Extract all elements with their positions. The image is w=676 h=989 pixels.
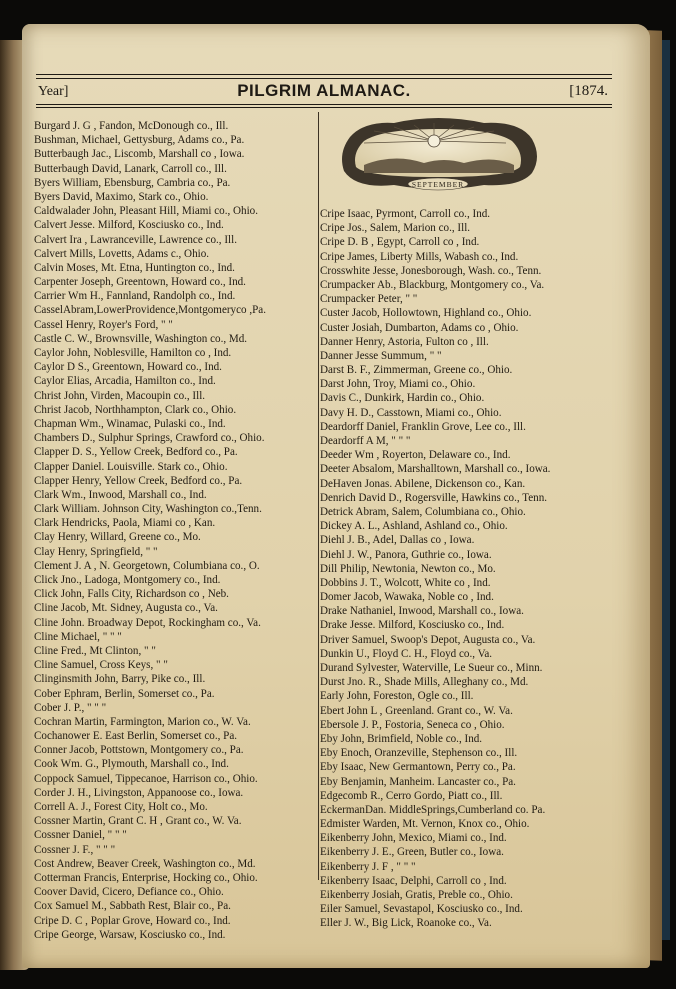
directory-entry: Diehl J. W., Panora, Guthrie co., Iowa.	[320, 548, 492, 561]
directory-entry: Eikenberry J. E., Green, Butler co., Iowa.	[320, 846, 504, 859]
directory-entry: Cochanower E. East Berlin, Somerset co., Pa.	[34, 730, 238, 743]
directory-entry: Cripe D. C , Poplar Grove, Howard co., Ind.	[34, 914, 231, 927]
almanac-page	[22, 24, 650, 968]
directory-entry: Byers David, Maximo, Stark co., Ohio.	[34, 190, 209, 203]
directory-entry: Dickey A. L., Ashland, Ashland co., Ohio.	[320, 520, 508, 533]
directory-entry: Caylor Elias, Arcadia, Hamilton co., Ind.	[34, 375, 216, 388]
directory-entry: Cripe Jos., Salem, Marion co., Ill.	[320, 222, 471, 235]
directory-entry: Eby Enoch, Oranzeville, Stephenson co., Ill.	[320, 747, 518, 760]
directory-entry: Crosswhite Jesse, Jonesborough, Wash. co., Tenn.	[320, 264, 542, 277]
directory-entry: DeHaven Jonas. Abilene, Dickenson co., Kan.	[320, 477, 526, 490]
directory-entry: Christ Jacob, Northhampton, Clark co., Ohio.	[34, 403, 237, 416]
directory-entry: Crumpacker Peter, " "	[320, 293, 418, 306]
directory-entry: Clapper D. S., Yellow Creek, Bedford co., Pa.	[34, 446, 238, 459]
directory-entry: Denrich David D., Rogersville, Hawkins co., Tenn.	[320, 491, 548, 504]
directory-entry: Clay Henry, Springfield, " "	[34, 545, 158, 558]
directory-entry: Cripe George, Warsaw, Kosciusko co., Ind.	[34, 928, 226, 941]
directory-entry: Caldwalader John, Pleasant Hill, Miami co., Ohio.	[34, 205, 258, 218]
directory-entry: Burgard J. G , Fandon, McDonough co., Ill.	[34, 120, 229, 132]
directory-entry: Clark William. Johnson City, Washington co.,Tenn.	[34, 503, 262, 516]
column-divider	[318, 112, 319, 880]
directory-entry: Domer Jacob, Wawaka, Noble co , Ind.	[320, 591, 494, 604]
directory-entry: Eikenberry J. F , " " "	[320, 860, 416, 873]
directory-entry: Coover David, Cicero, Defiance co., Ohio.	[34, 886, 224, 899]
directory-entry: Durand Sylvester, Waterville, Le Sueur co., Minn.	[320, 662, 543, 674]
directory-entry: Cline Fred., Mt Clinton, " "	[34, 644, 156, 657]
directory-entry: Darst B. F., Zimmerman, Greene co., Ohio.	[320, 364, 513, 377]
directory-entry: Butterbaugh Jac., Liscomb, Marshall co , Iowa.	[34, 148, 245, 161]
directory-entry: Cossner J. F., " " "	[34, 843, 116, 856]
directory-entry: Cox Samuel M., Sabbath Rest, Blair co., Pa.	[34, 900, 231, 913]
directory-entry: EckermanDan. MiddleSprings,Cumberland co. Pa.	[320, 803, 546, 816]
directory-entry: Danner Henry, Astoria, Fulton co , Ill.	[320, 335, 489, 348]
directory-entry: Cossner Martin, Grant C. H , Grant co., W. Va.	[34, 815, 242, 828]
directory-entry: Edmister Warden, Mt. Vernon, Knox co., Ohio.	[320, 818, 530, 831]
directory-entry: Diehl J. B., Adel, Dallas co , Iowa.	[320, 534, 475, 547]
directory-entry: CasselAbram,LowerProvidence,Montgomeryco ,Pa.	[34, 304, 266, 317]
directory-entry: Detrick Abram, Salem, Columbiana co., Ohio.	[320, 505, 526, 518]
directory-entry: Cober Ephram, Berlin, Somerset co., Pa.	[34, 687, 215, 700]
directory-entry: Cochran Martin, Farmington, Marion co., W. Va.	[34, 715, 251, 728]
directory-entry: Cotterman Francis, Enterprise, Hocking co., Ohio.	[34, 871, 258, 884]
directory-entry: Cripe D. B , Egypt, Carroll co , Ind.	[320, 236, 480, 249]
directory-entry: Cook Wm. G., Plymouth, Marshall co., Ind.	[34, 758, 229, 771]
directory-entry: Chapman Wm., Winamac, Pulaski co., Ind.	[34, 417, 226, 430]
directory-entry: Clark Wm., Inwood, Marshall co., Ind.	[34, 488, 207, 501]
directory-entry: Dunkin U., Floyd C. H., Floyd co., Va.	[320, 647, 493, 660]
directory-entry: Eby John, Brimfield, Noble co., Ind.	[320, 732, 483, 745]
directory-entry: Castle C. W., Brownsville, Washington co., Md.	[34, 332, 248, 345]
directory-entry: Bushman, Michael, Gettysburg, Adams co., Pa.	[34, 134, 245, 147]
directory-entry: Durst Jno. R., Shade Mills, Alleghany co., Md.	[320, 676, 529, 689]
directory-entry: Carpenter Joseph, Greentown, Howard co., Ind.	[34, 276, 246, 289]
directory-entry: Eby Isaac, New Germantown, Perry co., Pa.	[320, 761, 516, 774]
directory-entry: Custer Josiah, Dumbarton, Adams co , Ohio.	[320, 321, 519, 334]
directory-entry: Caylor D S., Greentown, Howard co., Ind.	[34, 361, 222, 374]
directory-entry: Christ John, Virden, Macoupin co., Ill.	[34, 389, 206, 402]
directory-entry: Calvert Jesse. Milford, Kosciusko co., Ind.	[34, 219, 224, 232]
page-title: PILGRIM ALMANAC.	[237, 81, 411, 100]
directory-entry: Cline Jacob, Mt. Sidney, Augusta co., Va.	[34, 602, 218, 615]
directory-entry: Early John, Foreston, Ogle co., Ill.	[320, 690, 474, 703]
directory-entry: Eikenberry John, Mexico, Miami co., Ind.	[320, 832, 507, 845]
directory-entry: Clapper Daniel. Louisville. Stark co., Ohio.	[34, 460, 228, 473]
header-rule	[36, 78, 612, 79]
directory-entry: Clay Henry, Willard, Greene co., Mo.	[34, 531, 201, 544]
left-name-column	[34, 119, 317, 942]
directory-entry: Correll A. J., Forest City, Holt co., Mo.	[34, 801, 208, 813]
directory-entry: Deardorff Daniel, Franklin Grove, Lee co., Ill.	[320, 420, 526, 433]
directory-entry: Davis C., Dunkirk, Hardin co., Ohio.	[320, 392, 485, 405]
directory-entry: Cober J. P., " " "	[34, 701, 107, 714]
directory-entry: Calvert Ira , Lawranceville, Lawrence co., Ill.	[34, 233, 237, 246]
directory-entry: Deeter Absalom, Marshalltown, Marshall co., Iowa.	[320, 463, 551, 476]
directory-entry: Driver Samuel, Swoop's Depot, Augusta co., Va.	[320, 633, 536, 646]
directory-entry: Carrier Wm H., Fannland, Randolph co., Ind.	[34, 290, 236, 303]
directory-entry: Danner Jesse Summum, " "	[320, 349, 442, 362]
directory-entry: Eikenberry Josiah, Gratis, Preble co., Ohio.	[320, 889, 513, 901]
directory-entry: Byers William, Ebensburg, Cambria co., Pa.	[34, 176, 231, 189]
directory-entry: Conner Jacob, Pottstown, Montgomery co., Pa.	[34, 744, 244, 757]
directory-entry: Eby Benjamin, Manheim. Lancaster co., Pa.	[320, 775, 516, 788]
directory-entry: Eller J. W., Big Lick, Roanoke co., Va.	[320, 917, 492, 930]
directory-entry: Calvin Moses, Mt. Etna, Huntington co., Ind.	[34, 261, 235, 274]
directory-entry: Click John, Falls City, Richardson co , Neb.	[34, 588, 229, 601]
directory-entry: Edgecomb R., Cerro Gordo, Piatt co., Ill.	[320, 789, 503, 802]
header-rule	[36, 107, 612, 108]
directory-entry: Crumpacker Ab., Blackburg, Montgomery co., Va.	[320, 278, 545, 291]
directory-entry: Cossner Daniel, " " "	[34, 829, 127, 842]
directory-entry: Cost Andrew, Beaver Creek, Washington co., Md.	[34, 857, 256, 870]
directory-entry: Clark Hendricks, Paola, Miami co , Kan.	[34, 517, 216, 530]
directory-entry: Davy H. D., Casstown, Miami co., Ohio.	[320, 406, 502, 419]
directory-entry: Coppock Samuel, Tippecanoe, Harrison co., Ohio.	[34, 772, 258, 785]
september-vignette	[334, 113, 542, 193]
directory-entry: Dill Philip, Newtonia, Newton co., Mo.	[320, 562, 496, 575]
header-year: [1874.	[569, 83, 608, 99]
directory-entry: Click Jno., Ladoga, Montgomery co., Ind.	[34, 574, 221, 586]
directory-entry: Butterbaugh David, Lanark, Carroll co., Ill.	[34, 162, 227, 175]
directory-entry: Drake Nathaniel, Inwood, Marshall co., Iowa.	[320, 605, 524, 618]
page-header	[36, 74, 612, 102]
directory-entry: Clapper Henry, Yellow Creek, Bedford co., Pa.	[34, 474, 243, 487]
directory-entry: Calvert Mills, Lovetts, Adams c., Ohio.	[34, 247, 210, 260]
directory-entry: Caylor John, Noblesville, Hamilton co , Ind.	[34, 347, 232, 359]
directory-entry: Clinginsmith John, Barry, Pike co., Ill.	[34, 673, 206, 686]
directory-entry: Custer Jacob, Hollowtown, Highland co., Ohio.	[320, 307, 532, 320]
header-rule	[36, 104, 612, 105]
header-rule	[36, 74, 612, 75]
directory-entry: Cassel Henry, Royer's Ford, " "	[34, 318, 173, 331]
directory-entry: Drake Jesse. Milford, Kosciusko co., Ind.	[320, 619, 505, 632]
directory-entry: Cripe James, Liberty Mills, Wabash co., Ind.	[320, 250, 519, 263]
header-year-label: Year]	[38, 84, 69, 99]
directory-entry: Chambers D., Sulphur Springs, Crawford co., Ohio.	[34, 432, 265, 445]
directory-entry: Eiler Samuel, Sevastapol, Kosciusko co., Ind.	[320, 903, 523, 916]
directory-entry: Cline John. Broadway Depot, Rockingham co., Va.	[34, 616, 261, 629]
directory-entry: Dobbins J. T., Wolcott, White co , Ind.	[320, 576, 491, 589]
right-name-column	[320, 207, 602, 931]
vignette-month-label: SEPTEMBER	[411, 180, 465, 189]
directory-entry: Cripe Isaac, Pyrmont, Carroll co., Ind.	[320, 208, 491, 220]
directory-entry: Cline Samuel, Cross Keys, " "	[34, 659, 168, 672]
directory-entry: Darst John, Troy, Miami co., Ohio.	[320, 378, 476, 391]
directory-entry: Deeder Wm , Royerton, Delaware co., Ind.	[320, 449, 511, 462]
directory-entry: Eikenberry Isaac, Delphi, Carroll co , Ind.	[320, 874, 507, 887]
directory-entry: Ebert John L , Greenland. Grant co., W. Va.	[320, 704, 513, 717]
sun-icon	[428, 135, 440, 147]
directory-entry: Clement J. A , N. Georgetown, Columbiana co., O.	[34, 559, 260, 572]
directory-entry: Cline Michael, " " "	[34, 630, 122, 643]
directory-entry: Corder J. H., Livingston, Appanoose co., Iowa.	[34, 786, 244, 799]
vignette-landscape	[364, 158, 514, 173]
directory-entry: Ebersole J. P., Fostoria, Seneca co , Ohio.	[320, 718, 505, 731]
directory-entry: Deardorff A M, " " "	[320, 435, 411, 447]
